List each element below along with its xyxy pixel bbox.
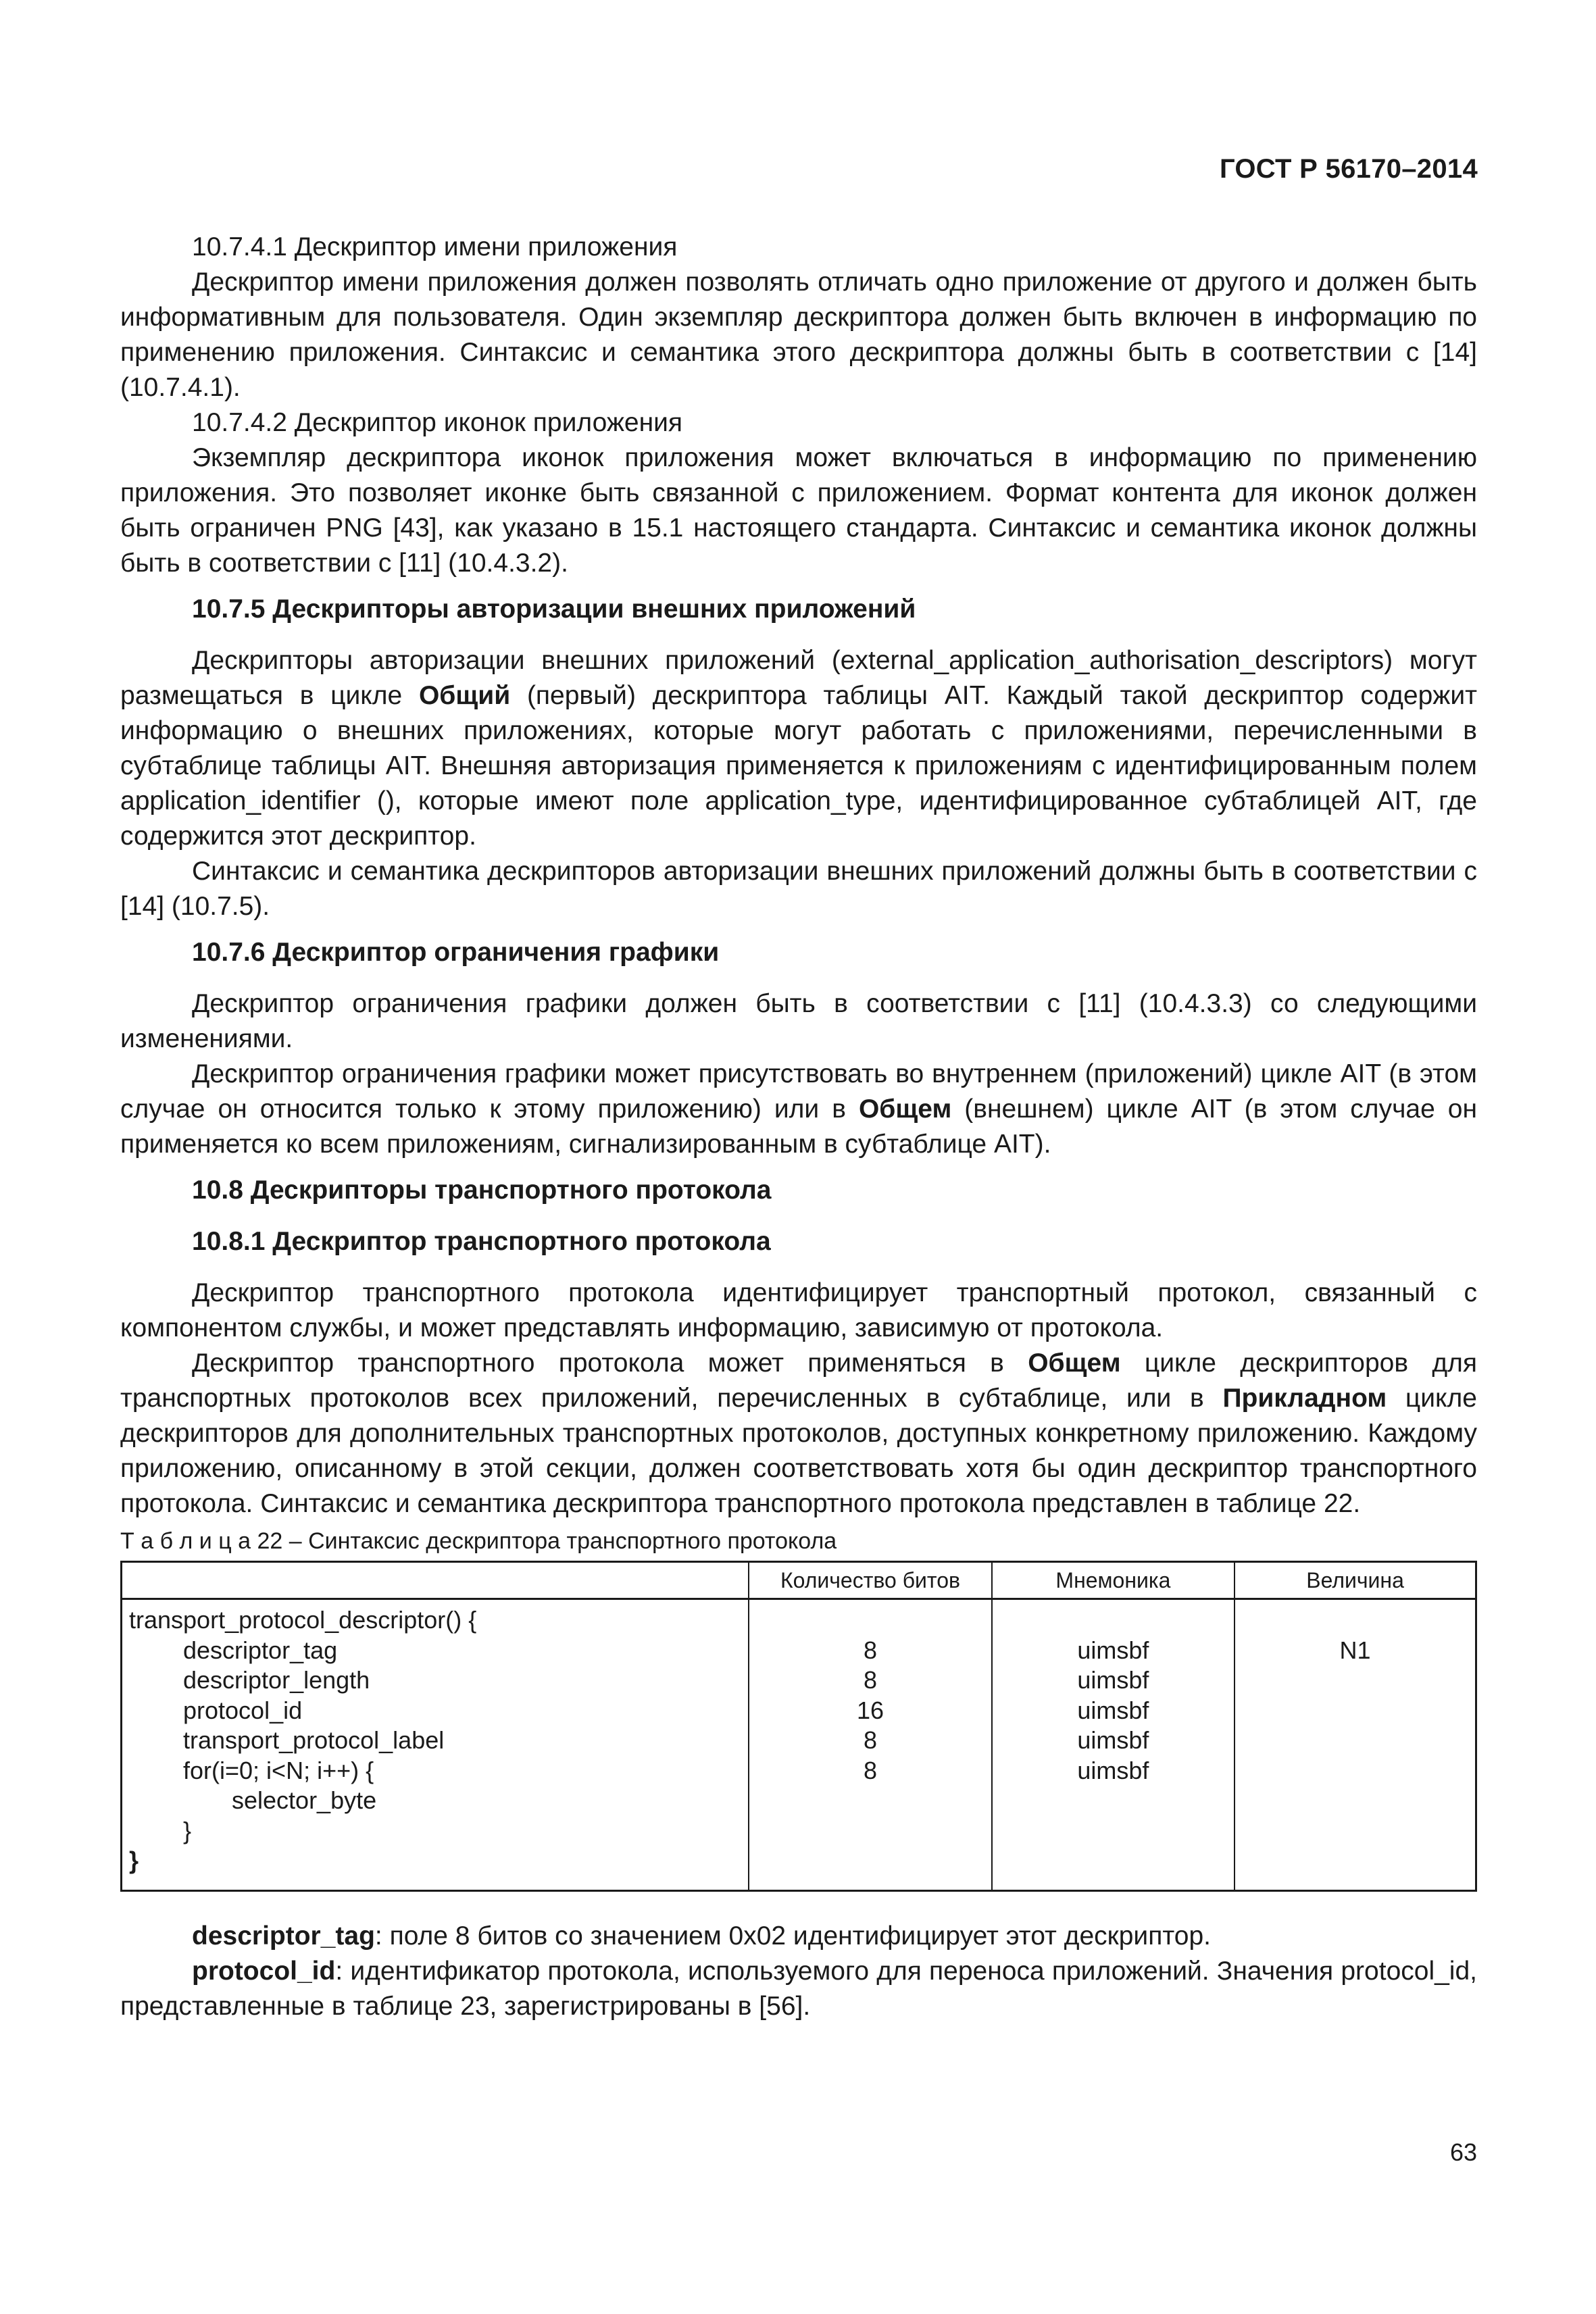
- mnemonic-value: uimsbf: [1077, 1756, 1149, 1784]
- blank-line: [999, 1605, 1227, 1636]
- paragraph-10-7-5-2: Синтаксис и семантика дескрипторов авторизации внешних приложений должны быть в соответствии с [14] (10.7.5).: [120, 857, 1477, 921]
- mnemonic-value: uimsbf: [1077, 1636, 1149, 1664]
- text-run: цикле дескрипторов для дополнительных транспортных протоколов, доступных конкретному приложению. Каждому приложению, описанному в этой секции, должен соответствовать хотя бы один дескриптор транспортного протокола. Синтаксис и семантика дескриптора транспортного протокола представлен в таблице 22.: [120, 1384, 1478, 1518]
- paragraph-10-7-6-1: Дескриптор ограничения графики должен быть в соответствии с [11] (10.4.3.3) со следующими изменениями.: [120, 989, 1477, 1053]
- bold-term: Общий: [418, 681, 511, 710]
- definition-descriptor-tag: [120, 1919, 1477, 1954]
- table-row: [122, 1599, 1476, 1891]
- heading-10-7-6: 10.7.6 Дескриптор ограничения графики: [192, 938, 720, 967]
- definition-term: descriptor_tag: [192, 1921, 375, 1951]
- paragraph-10-7-5-1: [120, 643, 1477, 854]
- text-run: Дескрипторы авторизации внешних приложений (external_application_authorisation_descriptors) могут размещаться в цикле: [120, 646, 1477, 710]
- syntax-line: }: [183, 1816, 192, 1844]
- mnemonic-value: uimsbf: [1077, 1666, 1149, 1694]
- bold-term: Общем: [1028, 1349, 1121, 1378]
- syntax-cell: [122, 1599, 749, 1891]
- column-header-value: Величина: [1235, 1562, 1476, 1599]
- mnemonic-value: uimsbf: [1077, 1696, 1149, 1724]
- syntax-line: descriptor_tag: [183, 1636, 338, 1664]
- column-header-mnemonic: Мнемоника: [992, 1562, 1235, 1599]
- text-run: Дескриптор ограничения графики может присутствовать во внутреннем (приложений) цикле AIT (в этом случае он относится только к этому приложению) или в: [120, 1059, 1477, 1124]
- column-header-bits: Количество битов: [749, 1562, 991, 1599]
- text-run: (внешнем) цикле AIT (в этом случае он применяется ко всем приложениям, сигнализированным в субтаблице AIT).: [120, 1095, 1477, 1159]
- syntax-line: selector_byte: [232, 1786, 377, 1814]
- value-cell: [1235, 1599, 1476, 1891]
- table-caption: Т а б л и ц а 22 – Синтаксис дескриптора транспортного протокола: [120, 1528, 837, 1554]
- paragraph-10-7-4-2: Экземпляр дескриптора иконок приложения может включаться в информацию по применению приложения. Это позволяет иконке быть связанной с приложением. Формат контента для иконок должен быть ограничен PNG [43], как указано в 15.1 настоящего стандарта. Синтаксис и семантика иконок должны быть в соответствии с [11] (10.4.3.2).: [120, 443, 1477, 578]
- page-number: 63: [1449, 2138, 1477, 2166]
- value-entry: N1: [1339, 1636, 1371, 1664]
- text-run: (первый) дескриптора таблицы AIT. Каждый такой дескриптор содержит информацию о внешних приложениях, которые могут работать с приложениями, перечисленными в субтаблице таблицы AIT. Внешняя авторизация применяется к приложениям с идентифицированным полем application_identifier (), которые имеют поле application_type, идентифицированное субтаблицей AIT, где содержится этот дескриптор.: [120, 681, 1477, 851]
- syntax-table: [120, 1561, 1477, 1892]
- paragraph-10-7-6-2: [120, 1057, 1477, 1162]
- definition-protocol-id: [120, 1954, 1477, 2024]
- definition-text: : поле 8 битов со значением 0x02 идентифицирует этот дескриптор.: [374, 1921, 1211, 1951]
- definition-term: protocol_id: [192, 1957, 336, 1986]
- bits-value: 8: [863, 1726, 877, 1754]
- text-run: цикле дескрипторов для транспортных протоколов всех приложений, перечисленных в субтаблице, или в: [120, 1349, 1477, 1413]
- spacer: [120, 1892, 1477, 1919]
- heading-10-7-4-1: 10.7.4.1 Дескриптор имени приложения: [192, 232, 678, 261]
- text-run: Дескриптор транспортного протокола может применяться в: [192, 1349, 1028, 1378]
- column-header-syntax: [122, 1562, 749, 1599]
- syntax-line: }: [129, 1846, 139, 1874]
- definition-text: : идентификатор протокола, используемого для переноса приложений. Значения protocol_id, представленные в таблице 23, зарегистрированы в [56].: [120, 1957, 1477, 2021]
- table-header-row: [122, 1562, 1476, 1599]
- bits-cell: [749, 1599, 991, 1891]
- heading-10-7-5: 10.7.5 Дескрипторы авторизации внешних приложений: [192, 595, 916, 624]
- paragraph-10-7-4-1: Дескриптор имени приложения должен позволять отличать одно приложение от другого и должен быть информативным для пользователя. Один экземпляр дескриптора должен быть включен в информацию по применению приложения. Синтаксис и семантика этого дескриптора должны быть в соответствии с [14] (10.7.4.1).: [120, 268, 1477, 402]
- syntax-line: descriptor_length: [183, 1666, 370, 1694]
- page-content: [120, 230, 1477, 2024]
- heading-10-7-4-2: 10.7.4.2 Дескриптор иконок приложения: [192, 408, 683, 437]
- bits-value: 8: [863, 1636, 877, 1664]
- bold-term: Общем: [858, 1095, 952, 1124]
- bits-value: 8: [863, 1666, 877, 1694]
- blank-line: [756, 1605, 984, 1636]
- heading-10-8: 10.8 Дескрипторы транспортного протокола: [192, 1176, 772, 1205]
- paragraph-10-8-1-1: Дескриптор транспортного протокола идентифицирует транспортный протокол, связанный с компонентом службы, и может представлять информацию, зависимую от протокола.: [120, 1278, 1477, 1342]
- syntax-line: protocol_id: [183, 1696, 303, 1724]
- syntax-line: transport_protocol_label: [183, 1726, 445, 1754]
- bits-value: 8: [863, 1756, 877, 1784]
- bold-term: Прикладном: [1222, 1384, 1387, 1413]
- blank-line: [1242, 1605, 1468, 1636]
- mnemonic-cell: [992, 1599, 1235, 1891]
- syntax-line: for(i=0; i<N; i++) {: [183, 1756, 374, 1784]
- syntax-line: transport_protocol_descriptor() {: [129, 1606, 477, 1634]
- standard-designation: ГОСТ Р 56170–2014: [1219, 154, 1478, 184]
- heading-10-8-1: 10.8.1 Дескриптор транспортного протокола: [192, 1227, 771, 1256]
- mnemonic-value: uimsbf: [1077, 1726, 1149, 1754]
- paragraph-10-8-1-2: [120, 1346, 1477, 1521]
- bits-value: 16: [856, 1696, 884, 1724]
